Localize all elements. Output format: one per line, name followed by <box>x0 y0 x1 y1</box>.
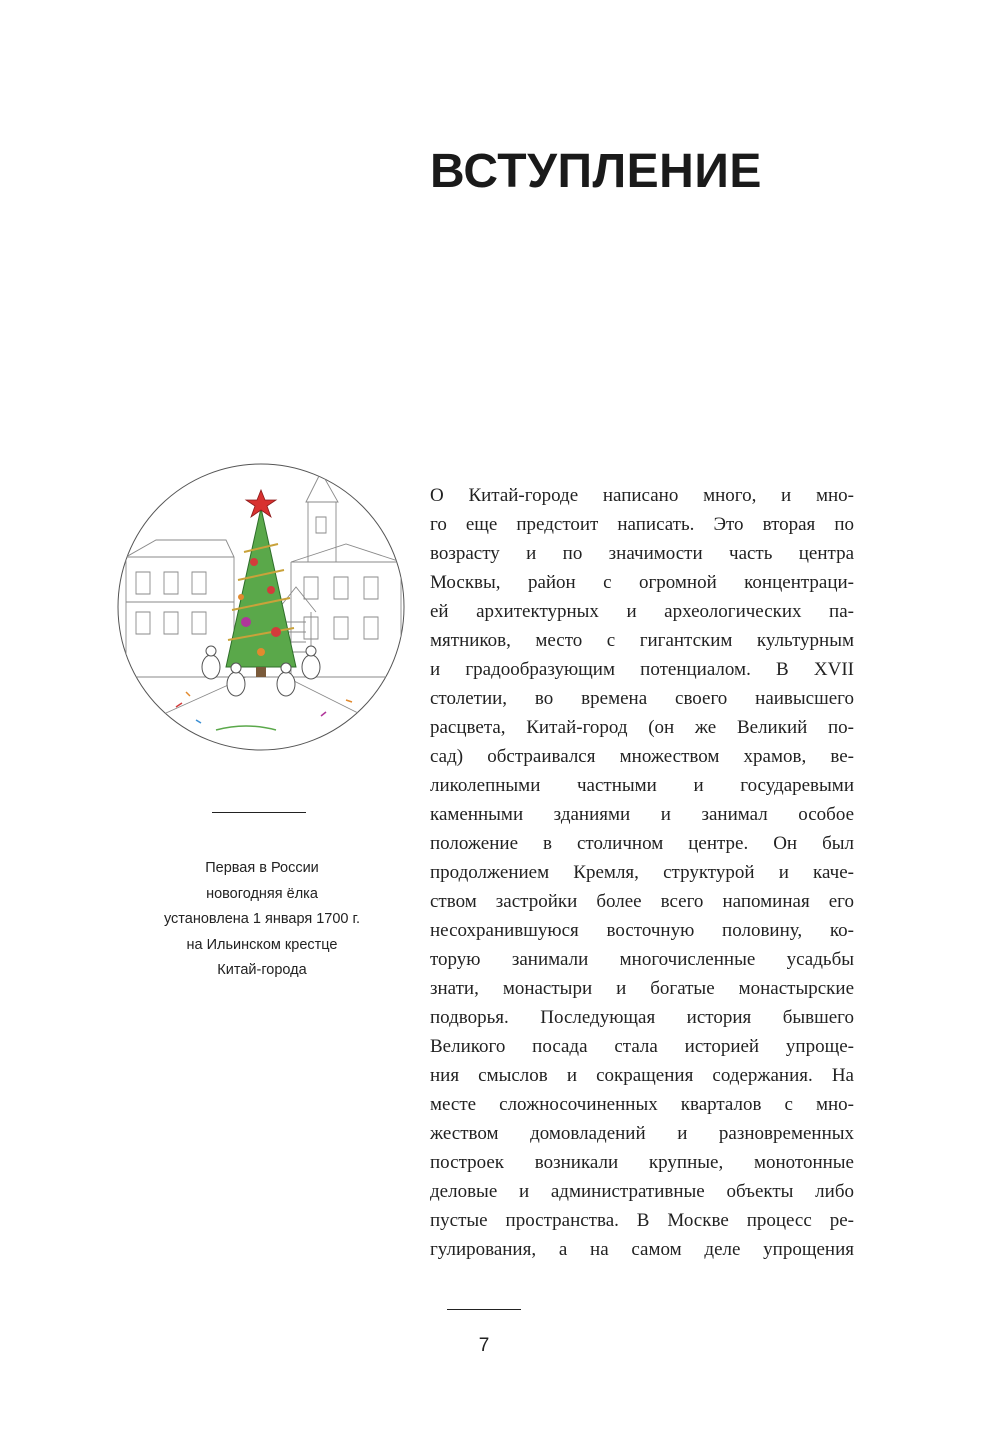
body-line: месте сложносочиненных кварталов с мно- <box>430 1094 854 1115</box>
caption-rule <box>212 812 306 813</box>
illustration-caption <box>130 856 394 984</box>
body-line: мятников, место с гигантским культурным <box>430 630 854 651</box>
body-line: О Китай-городе написано много, и мно- <box>430 485 854 506</box>
body-line: сад) обстраивался множеством храмов, ве- <box>430 746 854 767</box>
body-line: деловые и административные объекты либо <box>430 1181 854 1202</box>
body-line: ликолепными частными и государевыми <box>430 775 854 796</box>
body-line: возрасту и по значимости часть центра <box>430 543 854 564</box>
body-line: построек возникали крупные, монотонные <box>430 1152 854 1173</box>
body-line: несохранившуюся восточную половину, ко- <box>430 920 854 941</box>
caption-line: Первая в России <box>205 860 319 876</box>
caption-line: Китай-города <box>217 962 307 978</box>
body-line: жеством домовладений и разновременных <box>430 1123 854 1144</box>
body-line: торую занимали многочисленные усадьбы <box>430 949 854 970</box>
body-line: ством застройки более всего напоминая его <box>430 891 854 912</box>
page-number: 7 <box>478 1335 490 1356</box>
body-line: го еще предстоит написать. Это вторая по <box>430 514 854 535</box>
body-line: продолжением Кремля, структурой и каче- <box>430 862 854 883</box>
body-line: каменными зданиями и занимал особое <box>430 804 854 825</box>
caption-line: установлена 1 января 1700 г. <box>163 911 361 927</box>
body-text <box>430 481 854 1264</box>
body-line: ей архитектурных и археологических па- <box>430 601 854 622</box>
illustration <box>116 462 406 752</box>
body-line: положение в столичном центре. Он был <box>430 833 854 854</box>
body-line: подворья. Последующая история бывшего <box>430 1007 854 1028</box>
caption-line: на Ильинском крестце <box>186 936 338 953</box>
body-line: гулирования, а на самом деле упрощения <box>430 1239 854 1260</box>
caption-line: новогодняя ёлка <box>206 885 318 902</box>
body-line: расцвета, Китай-город (он же Великий по- <box>430 717 854 738</box>
body-line: знати, монастыри и богатые монастырские <box>430 978 854 999</box>
body-line: ния смыслов и сокращения содержания. На <box>430 1065 854 1086</box>
chapter-title: ВСТУПЛЕНИЕ <box>430 145 762 198</box>
footer-rule <box>447 1309 521 1310</box>
body-line: Великого посада стала историей упроще- <box>430 1036 854 1057</box>
body-line: пустые пространства. В Москве процесс ре- <box>430 1210 854 1231</box>
body-line: столетии, во времена своего наивысшего <box>430 688 854 709</box>
body-line: и градообразующим потенциалом. В XVII <box>430 659 854 680</box>
christmas-tree-illustration-icon <box>116 462 406 752</box>
body-line: Москвы, район с огромной концентраци- <box>430 572 854 593</box>
